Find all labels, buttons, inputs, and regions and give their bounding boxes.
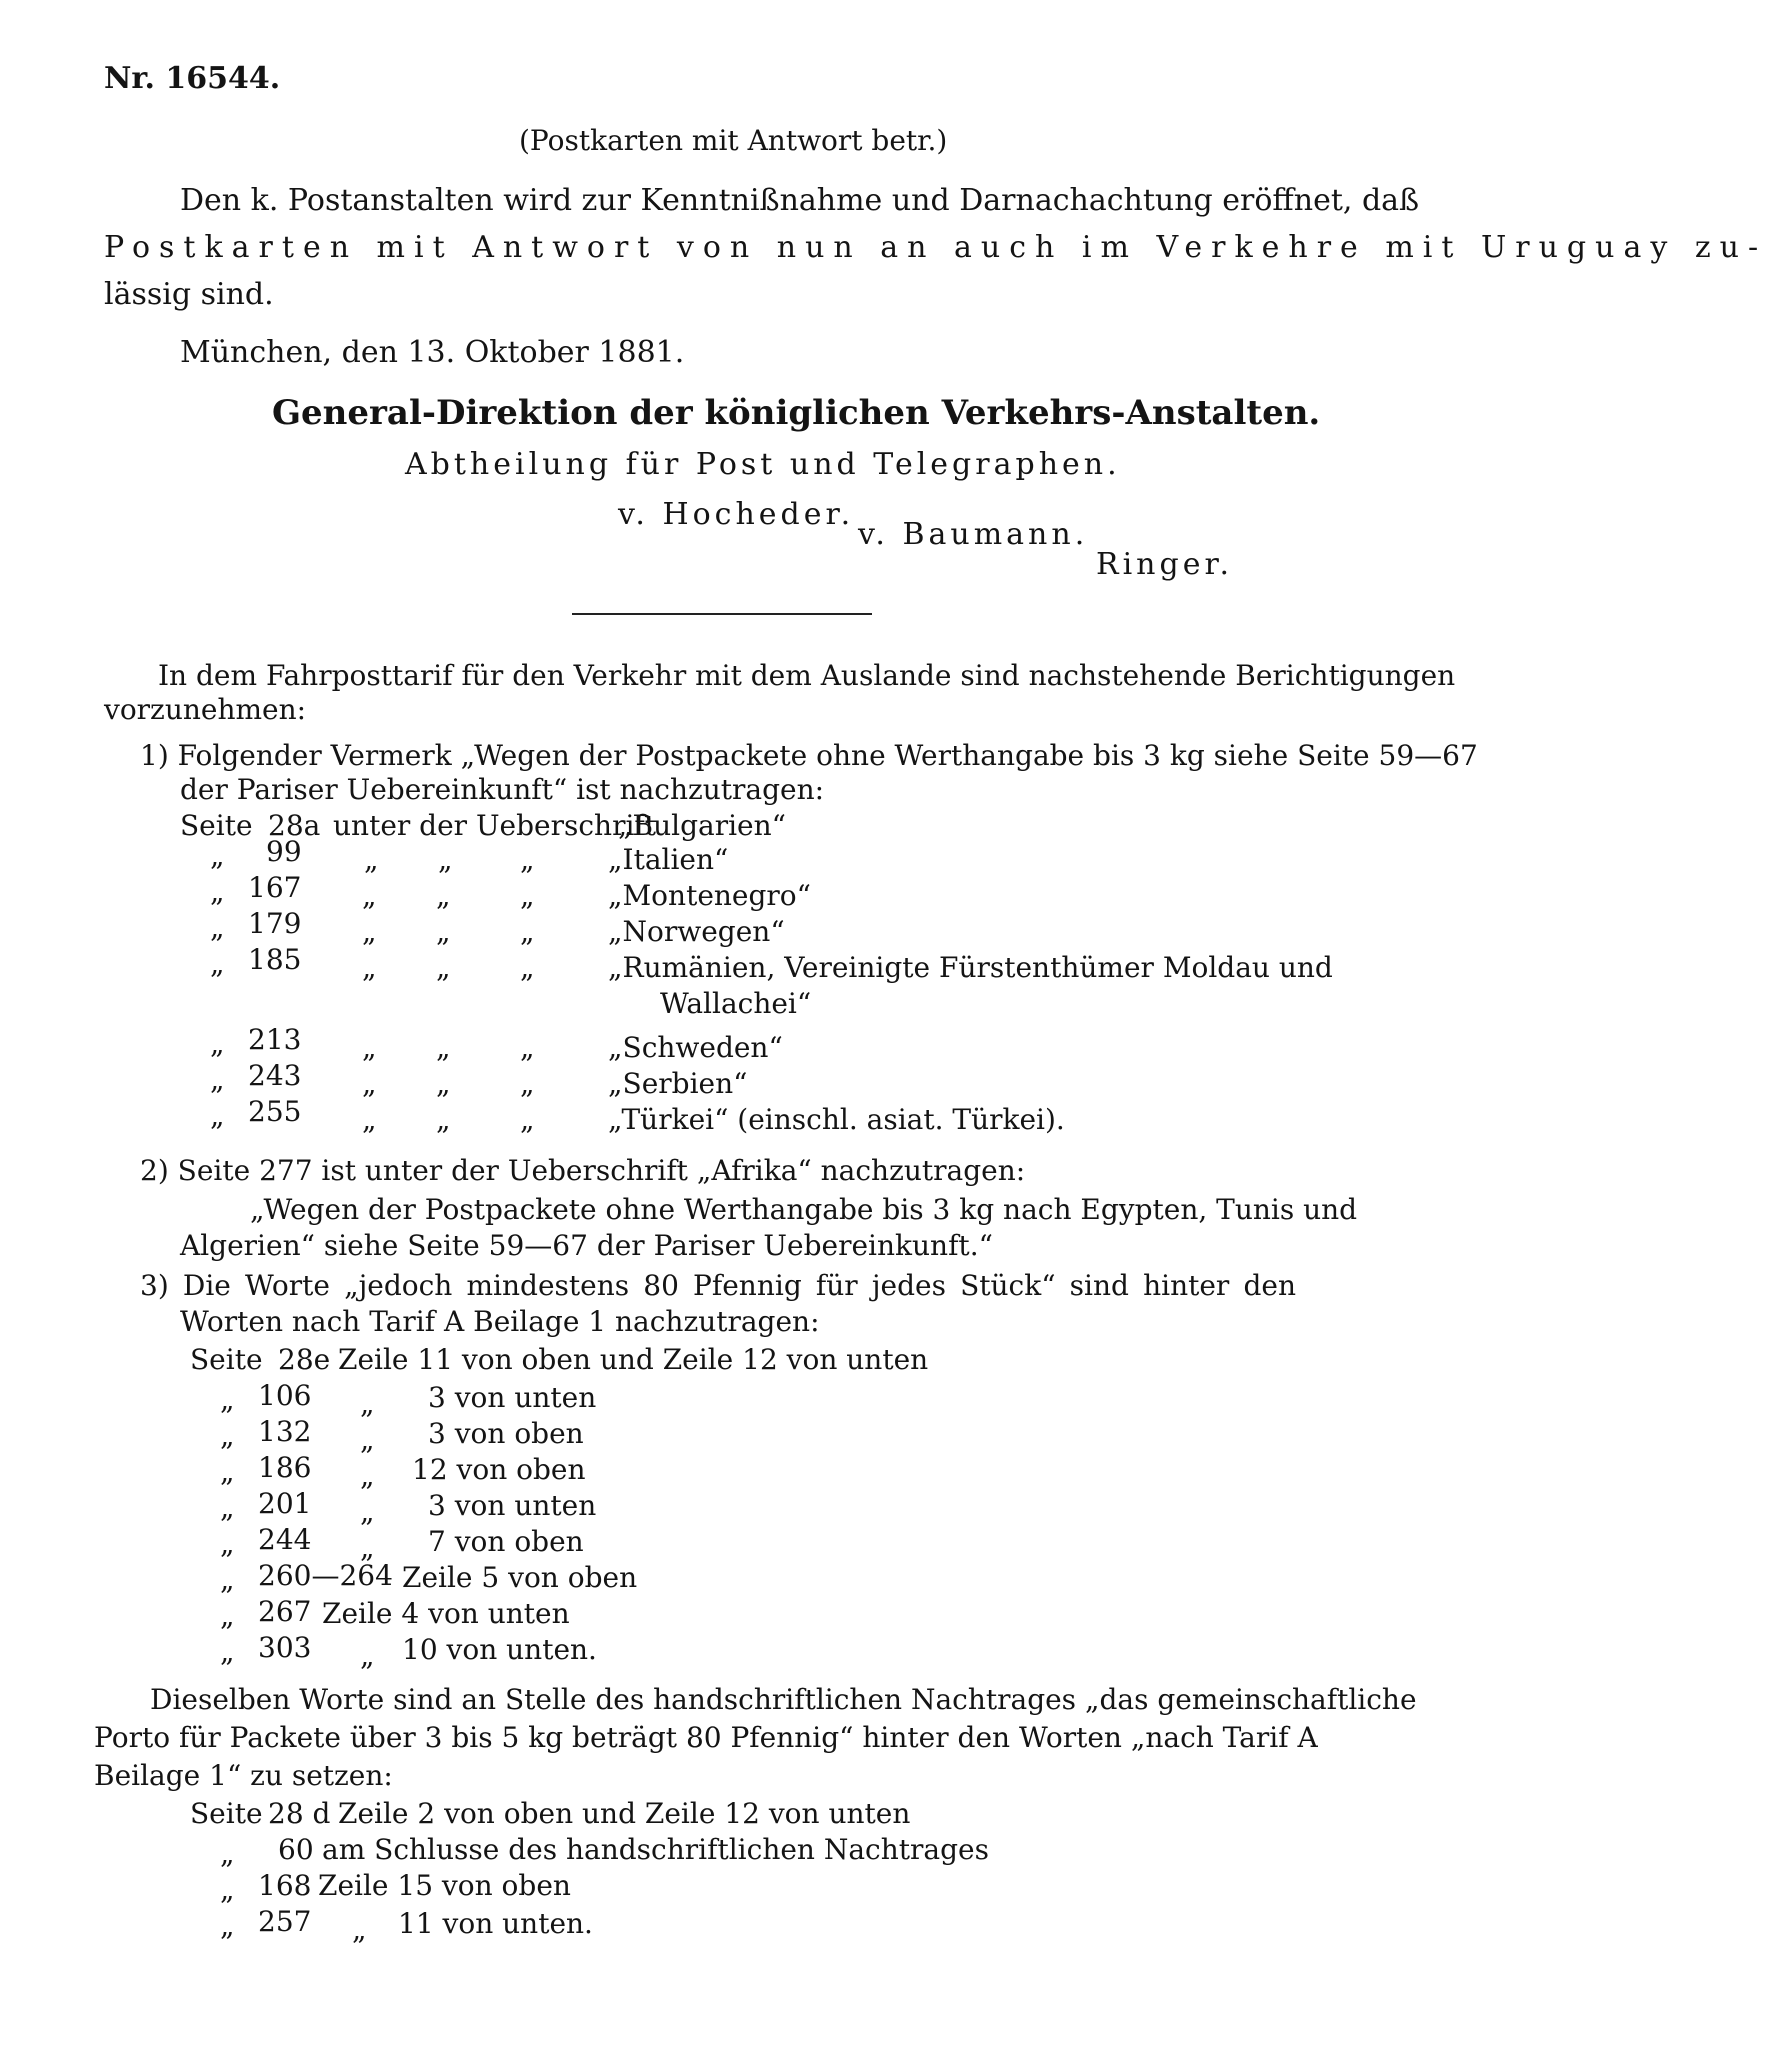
row-mark: „ — [220, 1873, 235, 1906]
row-page: 28 d — [268, 1797, 331, 1830]
department-title: Abtheilung für Post und Telegraphen. — [405, 447, 1121, 482]
row-mark: Seite — [190, 1343, 263, 1376]
row-mark: „ — [220, 1635, 235, 1668]
item2-line-1: 2) Seite 277 ist unter der Ueberschrift „Afrika“ nachzutragen: — [140, 1154, 1026, 1187]
row-target-continuation: Wallachei“ — [660, 987, 812, 1020]
row-ditto: „ — [520, 915, 535, 948]
row-ditto: „ — [352, 1913, 367, 1946]
notice-line-1: Den k. Postanstalten wird zur Kenntnißnahme und Darnachachtung eröffnet, daß — [180, 183, 1420, 218]
row-mark: „ — [210, 839, 225, 872]
row-target: „Norwegen“ — [608, 915, 785, 948]
row-target: „Schweden“ — [608, 1031, 783, 1064]
row-detail: 12 von oben — [412, 1453, 586, 1486]
row-page: 99 — [266, 835, 302, 868]
item1-line-2: der Pariser Uebereinkunft“ ist nachzutragen: — [180, 773, 825, 806]
row-page: 243 — [248, 1059, 302, 1092]
row-page: 179 — [248, 907, 302, 940]
row-detail: 10 von unten. — [402, 1633, 597, 1666]
row-target: „Rumänien, Vereinigte Fürstenthümer Moldau und — [608, 951, 1333, 984]
row-ditto: „ — [436, 915, 451, 948]
row-ditto: „ — [520, 843, 535, 876]
row-mark: „ — [220, 1383, 235, 1416]
row-detail: 11 von unten. — [398, 1907, 593, 1940]
row-ditto: „ — [520, 1067, 535, 1100]
row-mark: „ — [210, 911, 225, 944]
row-target: „Bulgarien“ — [618, 809, 786, 842]
row-page: 132 — [258, 1415, 312, 1448]
row-ditto: „ — [436, 1067, 451, 1100]
row-phrase: unter der Ueberschrift — [333, 809, 657, 842]
item1-line-1: 1) Folgender Vermerk „Wegen der Postpackete ohne Werthangabe bis 3 kg siehe Seite 59—67 — [140, 739, 1478, 772]
row-page: 28a — [268, 809, 321, 842]
row-detail: 3 von oben — [428, 1417, 584, 1450]
row-ditto: „ — [360, 1639, 375, 1672]
row-mark: „ — [220, 1909, 235, 1942]
row-ditto: „ — [436, 879, 451, 912]
signer-baumann: v. Baumann. — [858, 517, 1089, 552]
row-page: 106 — [258, 1379, 312, 1412]
notice-line-3: lässig sind. — [104, 277, 274, 312]
row-page: 167 — [248, 871, 302, 904]
row-ditto: „ — [520, 1103, 535, 1136]
row-ditto: „ — [520, 879, 535, 912]
row-detail: Zeile 5 von oben — [402, 1561, 638, 1594]
row-mark: „ — [220, 1837, 235, 1870]
row-target: „Italien“ — [608, 843, 729, 876]
row-page: 303 — [258, 1631, 312, 1664]
row-mark: Seite — [190, 1797, 263, 1830]
row-ditto: „ — [436, 951, 451, 984]
row-page: 257 — [258, 1905, 312, 1938]
row-page: 185 — [248, 943, 302, 976]
row-page: 186 — [258, 1451, 312, 1484]
row-detail: 3 von unten — [428, 1381, 597, 1414]
row-detail: Zeile 4 von unten — [322, 1597, 570, 1630]
row-ditto: „ — [362, 879, 377, 912]
row-mark: „ — [220, 1527, 235, 1560]
row-ditto: „ — [364, 843, 379, 876]
row-mark: „ — [220, 1491, 235, 1524]
row-target: „Türkei“ (einschl. asiat. Türkei). — [608, 1103, 1065, 1136]
row-page: 260—264 — [258, 1559, 393, 1592]
row-mark: „ — [210, 875, 225, 908]
row-target: „Serbien“ — [608, 1067, 748, 1100]
row-target: „Montenegro“ — [608, 879, 811, 912]
subject-line: (Postkarten mit Antwort betr.) — [519, 124, 948, 157]
signer-hocheder: v. Hocheder. — [618, 497, 855, 532]
row-mark: „ — [210, 1027, 225, 1060]
section-divider — [572, 613, 872, 615]
row-ditto: „ — [360, 1459, 375, 1492]
row-mark: „ — [210, 1063, 225, 1096]
notice-line-2: Postkarten mit Antwort von nun an auch im Verkehre mit Uruguay zu- — [104, 230, 1767, 265]
row-detail: Zeile 2 von oben und Zeile 12 von unten — [338, 1797, 911, 1830]
row-page: 267 — [258, 1595, 312, 1628]
item3-line-2: Worten nach Tarif A Beilage 1 nachzutragen: — [180, 1305, 820, 1338]
closing-line-2: Porto für Packete über 3 bis 5 kg beträgt 80 Pfennig“ hinter den Worten „nach Tarif A — [94, 1721, 1318, 1754]
row-mark: „ — [210, 947, 225, 980]
row-mark: Seite — [180, 809, 253, 842]
closing-line-1: Dieselben Worte sind an Stelle des handschriftlichen Nachtrages „das gemeinschaftliche — [150, 1683, 1417, 1716]
tariff-intro-line-1: In dem Fahrposttarif für den Verkehr mit dem Auslande sind nachstehende Berichtigungen — [158, 659, 1456, 692]
row-page: 60 — [278, 1833, 314, 1866]
row-detail: Zeile 15 von oben — [318, 1869, 571, 1902]
row-mark: „ — [220, 1455, 235, 1488]
row-ditto: „ — [362, 1103, 377, 1136]
row-mark: „ — [210, 1099, 225, 1132]
row-page: 201 — [258, 1487, 312, 1520]
row-ditto: „ — [360, 1423, 375, 1456]
row-ditto: „ — [362, 915, 377, 948]
row-ditto: „ — [436, 1031, 451, 1064]
row-detail: am Schlusse des handschriftlichen Nachtrages — [322, 1833, 989, 1866]
signer-ringer: Ringer. — [1096, 547, 1234, 582]
row-ditto: „ — [360, 1531, 375, 1564]
row-ditto: „ — [362, 951, 377, 984]
row-mark: „ — [220, 1599, 235, 1632]
row-ditto: „ — [362, 1067, 377, 1100]
row-detail: 3 von unten — [428, 1489, 597, 1522]
row-page: 244 — [258, 1523, 312, 1556]
row-mark: „ — [220, 1419, 235, 1452]
row-ditto: „ — [520, 1031, 535, 1064]
authority-title: General-Direktion der königlichen Verkehrs-Anstalten. — [272, 393, 1321, 433]
row-detail: 7 von oben — [428, 1525, 584, 1558]
row-mark: „ — [220, 1563, 235, 1596]
row-ditto: „ — [360, 1495, 375, 1528]
row-ditto: „ — [360, 1387, 375, 1420]
row-page: 168 — [258, 1869, 312, 1902]
item2-line-3: Algerien“ siehe Seite 59—67 der Pariser Uebereinkunft.“ — [180, 1229, 993, 1262]
row-page: 28e — [278, 1343, 331, 1376]
row-page: 213 — [248, 1023, 302, 1056]
item3-line-1: 3) Die Worte „jedoch mindestens 80 Pfennig für jedes Stück“ sind hinter den — [140, 1269, 1296, 1302]
row-ditto: „ — [438, 843, 453, 876]
row-page: 255 — [248, 1095, 302, 1128]
closing-line-3: Beilage 1“ zu setzen: — [94, 1759, 393, 1792]
document-number: Nr. 16544. — [104, 61, 281, 96]
row-ditto: „ — [436, 1103, 451, 1136]
row-ditto: „ — [520, 951, 535, 984]
item2-line-2: „Wegen der Postpackete ohne Werthangabe bis 3 kg nach Egypten, Tunis und — [250, 1193, 1358, 1226]
row-ditto: „ — [362, 1031, 377, 1064]
row-detail: Zeile 11 von oben und Zeile 12 von unten — [338, 1343, 929, 1376]
tariff-intro-line-2: vorzunehmen: — [104, 693, 307, 726]
place-date: München, den 13. Oktober 1881. — [180, 335, 685, 370]
